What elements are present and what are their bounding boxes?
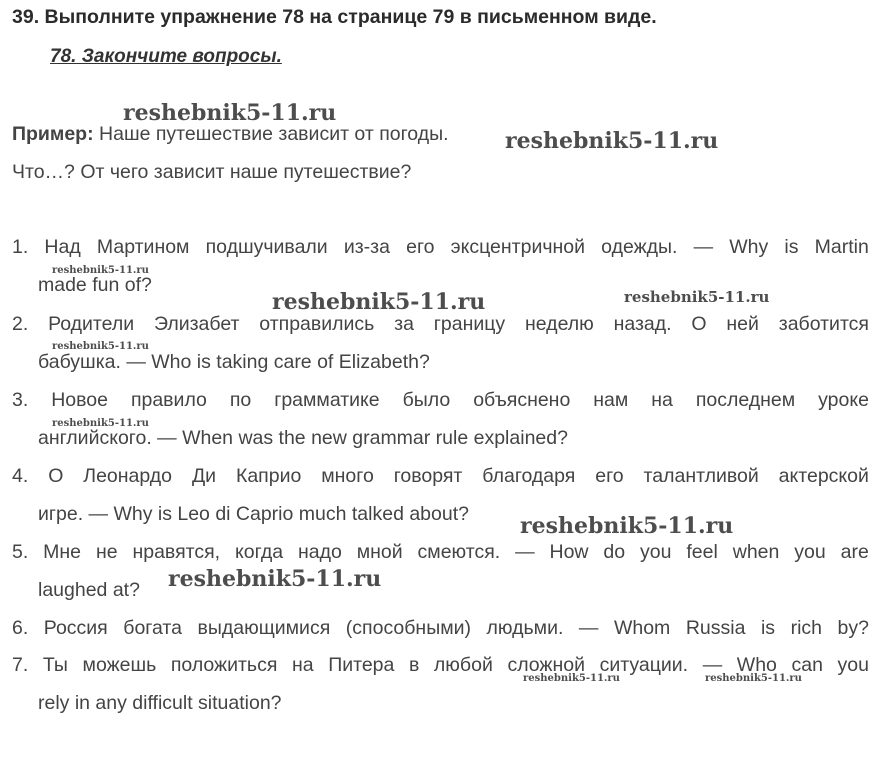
answer-word: его bbox=[406, 236, 435, 258]
answer-item-line-1 bbox=[12, 313, 869, 336]
answer-word: смеются. bbox=[417, 541, 501, 563]
answer-word: when bbox=[732, 541, 780, 563]
answer-word: 2. bbox=[12, 313, 29, 335]
answer-word: выдающимися bbox=[197, 617, 331, 639]
answer-word: заботится bbox=[778, 313, 869, 335]
answer-word: — bbox=[578, 617, 599, 639]
answer-word: уроке bbox=[818, 389, 869, 411]
answer-word: can bbox=[791, 654, 823, 676]
answer-word: положиться bbox=[170, 654, 278, 676]
answer-item-line-2: игре. — Why is Leo di Caprio much talked about? bbox=[38, 503, 469, 525]
answer-word: назад. bbox=[613, 313, 672, 335]
watermark: reshebnik5-11.ru bbox=[272, 289, 486, 315]
answer-word: мной bbox=[356, 541, 403, 563]
answer-word: О bbox=[691, 313, 707, 335]
example-label: Пример: bbox=[12, 123, 94, 145]
answer-word: — bbox=[693, 236, 714, 258]
answer-word: 3. bbox=[12, 389, 29, 411]
answer-word: благодаря bbox=[482, 465, 576, 487]
answer-word: How bbox=[549, 541, 589, 563]
answer-item-line-2: английского. — When was the new grammar rule explained? bbox=[38, 427, 568, 449]
answer-word: (способными) bbox=[345, 617, 472, 639]
example-question: Что…? От чего зависит наше путешествие? bbox=[12, 161, 412, 183]
answer-word: you bbox=[794, 541, 826, 563]
answer-word: Мне bbox=[43, 541, 82, 563]
answer-word: you bbox=[837, 654, 869, 676]
answer-word: можешь bbox=[82, 654, 157, 676]
answer-word: Над bbox=[44, 236, 81, 258]
watermark: reshebnik5-11.ru bbox=[520, 513, 734, 539]
answer-word: rich bbox=[790, 617, 823, 639]
answer-word: do bbox=[603, 541, 626, 563]
example-sentence: Наше путешествие зависит от погоды. bbox=[99, 123, 449, 145]
answer-word: — bbox=[515, 541, 535, 563]
answer-word: Россия bbox=[43, 617, 108, 639]
answer-item-line-1 bbox=[12, 465, 869, 488]
answer-word: за bbox=[394, 313, 414, 335]
example-line bbox=[12, 123, 449, 146]
answer-item-line-1 bbox=[12, 236, 869, 259]
answer-item-line-2: laughed at? bbox=[38, 579, 140, 601]
answer-word: подшучивали bbox=[205, 236, 328, 258]
answer-item-line-2: rely in any difficult situation? bbox=[38, 692, 282, 714]
answer-word: Питера bbox=[328, 654, 395, 676]
answer-word: Ди bbox=[191, 465, 217, 487]
watermark: reshebnik5-11.ru bbox=[52, 418, 149, 429]
watermark: reshebnik5-11.ru bbox=[705, 673, 802, 684]
answer-word: когда bbox=[234, 541, 284, 563]
answer-word: много bbox=[321, 465, 374, 487]
exercise-title: 39. Выполните упражнение 78 на странице 79 в письменном виде. bbox=[12, 6, 657, 28]
answer-word: ней bbox=[726, 313, 759, 335]
answer-word: Каприо bbox=[235, 465, 302, 487]
answer-word: правило bbox=[130, 389, 207, 411]
exercise-subtitle: 78. Закончите вопросы. bbox=[50, 46, 282, 67]
answer-word: людьми. bbox=[486, 617, 564, 639]
answer-word: feel bbox=[686, 541, 718, 563]
answer-item-line-1 bbox=[12, 389, 869, 412]
answer-word: любой bbox=[433, 654, 493, 676]
answer-word: is bbox=[784, 236, 799, 258]
answer-word: 4. bbox=[12, 465, 29, 487]
answer-word: О bbox=[48, 465, 64, 487]
answer-word: Леонардо bbox=[83, 465, 173, 487]
answer-word: на bbox=[651, 389, 673, 411]
answer-word: на bbox=[292, 654, 314, 676]
answer-word: говорят bbox=[393, 465, 463, 487]
answer-word: Why bbox=[729, 236, 769, 258]
watermark: reshebnik5-11.ru bbox=[123, 100, 337, 126]
answer-word: последнем bbox=[695, 389, 796, 411]
answer-word: Мартином bbox=[96, 236, 190, 258]
watermark: reshebnik5-11.ru bbox=[52, 265, 149, 276]
answer-word: надо bbox=[297, 541, 342, 563]
answer-word: эксцентричной bbox=[450, 236, 586, 258]
answer-item-line-2: made fun of? bbox=[38, 274, 152, 296]
answer-word: в bbox=[408, 654, 420, 676]
watermark: reshebnik5-11.ru bbox=[168, 566, 382, 592]
answer-word: было bbox=[402, 389, 451, 411]
answer-word: Элизабет bbox=[153, 313, 240, 335]
answer-word: 5. bbox=[12, 541, 29, 563]
watermark: reshebnik5-11.ru bbox=[624, 288, 770, 306]
answer-word: объяснено bbox=[473, 389, 571, 411]
answer-word: Новое bbox=[51, 389, 108, 411]
answer-word: сложной bbox=[507, 654, 585, 676]
answer-item-line-2: бабушка. — Who is taking care of Elizabeth? bbox=[38, 351, 430, 373]
answer-word: его bbox=[595, 465, 624, 487]
answer-item-line-1 bbox=[12, 617, 869, 640]
answer-word: по bbox=[229, 389, 252, 411]
answer-word: одежды. bbox=[601, 236, 678, 258]
answer-word: is bbox=[760, 617, 776, 639]
answer-item-line-1 bbox=[12, 541, 869, 564]
answer-word: are bbox=[840, 541, 869, 563]
answer-word: 7. bbox=[12, 654, 29, 676]
watermark: reshebnik5-11.ru bbox=[52, 341, 149, 352]
answer-word: Ты bbox=[42, 654, 68, 676]
answer-word: неделю bbox=[525, 313, 594, 335]
answer-word: границу bbox=[433, 313, 506, 335]
answer-word: 1. bbox=[12, 236, 29, 258]
answer-word: by? bbox=[837, 617, 869, 639]
answer-word: отправились bbox=[259, 313, 375, 335]
answer-word: — bbox=[702, 654, 723, 676]
answer-word: 6. bbox=[12, 617, 29, 639]
answer-word: нам bbox=[593, 389, 629, 411]
answer-word: богата bbox=[123, 617, 182, 639]
watermark: reshebnik5-11.ru bbox=[505, 128, 719, 154]
answer-word: ситуации. bbox=[599, 654, 689, 676]
answer-word: Russia bbox=[685, 617, 746, 639]
answer-word: не bbox=[95, 541, 118, 563]
answer-word: грамматике bbox=[274, 389, 380, 411]
answer-word: Who bbox=[736, 654, 777, 676]
answer-word: из-за bbox=[343, 236, 390, 258]
answer-word: талантливой bbox=[643, 465, 759, 487]
answer-word: Whom bbox=[613, 617, 671, 639]
answer-word: Martin bbox=[814, 236, 869, 258]
answer-word: актерской bbox=[778, 465, 869, 487]
answer-word: you bbox=[640, 541, 672, 563]
watermark: reshebnik5-11.ru bbox=[523, 673, 620, 684]
answer-word: нравятся, bbox=[132, 541, 221, 563]
answer-word: Родители bbox=[48, 313, 135, 335]
